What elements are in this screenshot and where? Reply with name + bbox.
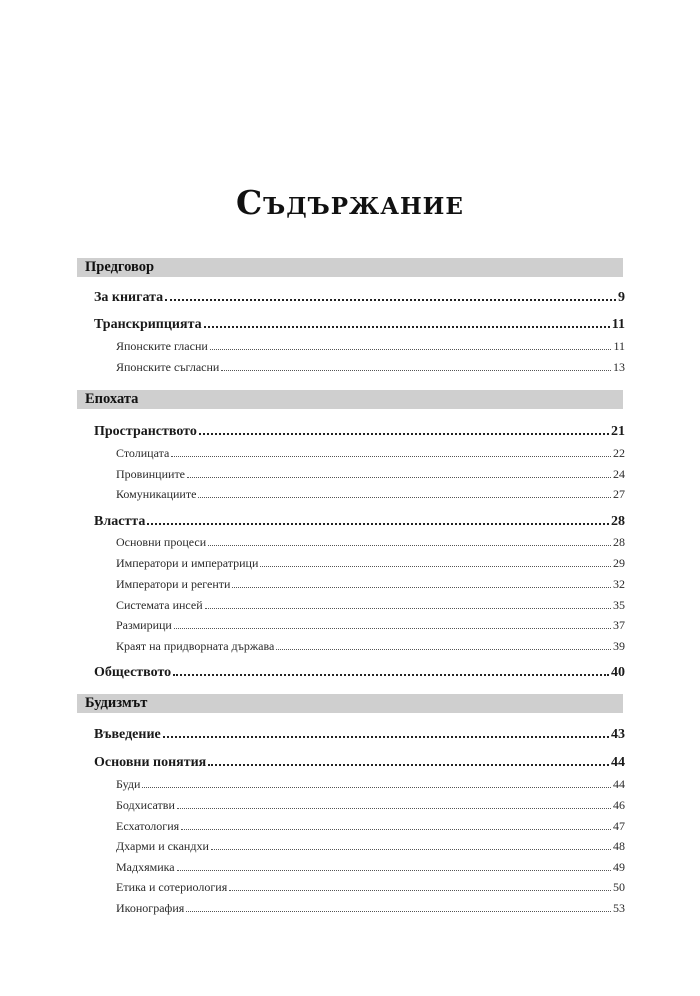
dot-leader (229, 877, 611, 891)
entry-label: Дхарми и скандхи (116, 839, 209, 853)
entry-label: За книгата (94, 290, 164, 305)
entry-label: Столицата (116, 446, 170, 460)
dot-leader (205, 595, 611, 609)
toc-subentry[interactable] (116, 357, 625, 375)
toc-subentry[interactable] (116, 877, 625, 895)
page-number: 37 (613, 618, 625, 632)
page-number: 22 (613, 446, 625, 460)
toc-entry[interactable] (94, 286, 625, 304)
entry-label: Императори и императрици (116, 556, 259, 570)
page-number: 49 (613, 860, 625, 874)
toc-subentry[interactable] (116, 774, 625, 792)
entry-label: Провинциите (116, 467, 186, 481)
page-number: 21 (611, 424, 625, 439)
dot-leader (204, 313, 610, 328)
page-number: 35 (613, 598, 625, 612)
entry-label: Иконография (116, 901, 185, 915)
section-label: Будизмът (85, 695, 148, 711)
toc-subentry[interactable] (116, 836, 625, 854)
page-number: 24 (613, 467, 625, 481)
toc-entry[interactable] (94, 510, 625, 528)
entry-label: Властта (94, 514, 146, 529)
toc-subentry[interactable] (116, 336, 625, 354)
dot-leader (181, 816, 611, 830)
entry-label: Буди (116, 777, 141, 791)
toc-entry[interactable] (94, 751, 625, 769)
dot-leader (174, 615, 611, 629)
entry-label: Японските съгласни (116, 360, 220, 374)
toc-subentry[interactable] (116, 574, 625, 592)
section-header-epoch (77, 390, 623, 409)
entry-label: Японските гласни (116, 339, 208, 353)
dot-leader (163, 723, 609, 738)
dot-leader (198, 484, 611, 498)
page-number: 44 (611, 755, 625, 770)
dot-leader (260, 553, 611, 567)
dot-leader (199, 420, 609, 435)
page-number: 48 (613, 839, 625, 853)
page-number: 28 (613, 535, 625, 549)
section-header-buddhism (77, 694, 623, 713)
page-number: 43 (611, 727, 625, 742)
entry-label: Обществото (94, 665, 172, 680)
toc-entry[interactable] (94, 723, 625, 741)
page-number: 44 (613, 777, 625, 791)
toc-entry[interactable] (94, 420, 625, 438)
toc-subentry[interactable] (116, 553, 625, 571)
entry-label: Бодхисатви (116, 798, 175, 812)
page-number: 50 (613, 880, 625, 894)
entry-label: Системата инсей (116, 598, 203, 612)
dot-leader (165, 286, 616, 301)
entry-label: Етика и сотериология (116, 880, 228, 894)
dot-leader (276, 636, 611, 650)
entry-label: Размирици (116, 618, 172, 632)
page-title: Съдържание (236, 183, 464, 222)
toc-subentry[interactable] (116, 595, 625, 613)
toc-subentry[interactable] (116, 795, 625, 813)
page-number: 13 (613, 360, 625, 374)
dot-leader (171, 443, 611, 457)
toc-subentry[interactable] (116, 443, 625, 461)
toc-entry[interactable] (94, 661, 625, 679)
page-number: 11 (611, 317, 625, 332)
page-number: 53 (613, 901, 625, 915)
page-number: 39 (613, 639, 625, 653)
dot-leader (210, 336, 612, 350)
toc-subentry[interactable] (116, 857, 625, 875)
entry-label: Есхатология (116, 819, 180, 833)
toc-entry[interactable] (94, 313, 625, 331)
section-label: Предговор (85, 259, 155, 275)
entry-label: Транскрипцията (94, 317, 202, 332)
toc-subentry[interactable] (116, 615, 625, 633)
dot-leader (177, 795, 611, 809)
dot-leader (232, 574, 611, 588)
dot-leader (221, 357, 611, 371)
entry-label: Императори и регенти (116, 577, 231, 591)
page-number: 29 (613, 556, 625, 570)
dot-leader (186, 898, 611, 912)
page-number: 11 (613, 339, 625, 353)
entry-label: Пространството (94, 424, 197, 439)
entry-label: Комуникациите (116, 487, 197, 501)
dot-leader (208, 751, 609, 766)
dot-leader (187, 464, 611, 478)
entry-label: Краят на придворната държава (116, 639, 275, 653)
dot-leader (177, 857, 611, 871)
page-number: 47 (613, 819, 625, 833)
toc-subentry[interactable] (116, 816, 625, 834)
entry-label: Мадхямика (116, 860, 175, 874)
section-label: Епохата (85, 391, 139, 407)
toc-subentry[interactable] (116, 636, 625, 654)
dot-leader (211, 836, 611, 850)
toc-subentry[interactable] (116, 464, 625, 482)
toc-subentry[interactable] (116, 484, 625, 502)
page-number: 40 (611, 665, 625, 680)
page-number: 27 (613, 487, 625, 501)
dot-leader (142, 774, 611, 788)
page-number: 46 (613, 798, 625, 812)
toc-subentry[interactable] (116, 532, 625, 550)
entry-label: Въведение (94, 727, 161, 742)
page-number: 9 (618, 290, 625, 305)
entry-label: Основни понятия (94, 755, 207, 770)
entry-label: Основни процеси (116, 535, 207, 549)
section-header-preface (77, 258, 623, 277)
dot-leader (147, 510, 609, 525)
dot-leader (173, 661, 609, 676)
page-number: 28 (611, 514, 625, 529)
toc-subentry[interactable] (116, 898, 625, 916)
page-number: 32 (613, 577, 625, 591)
dot-leader (208, 532, 611, 546)
